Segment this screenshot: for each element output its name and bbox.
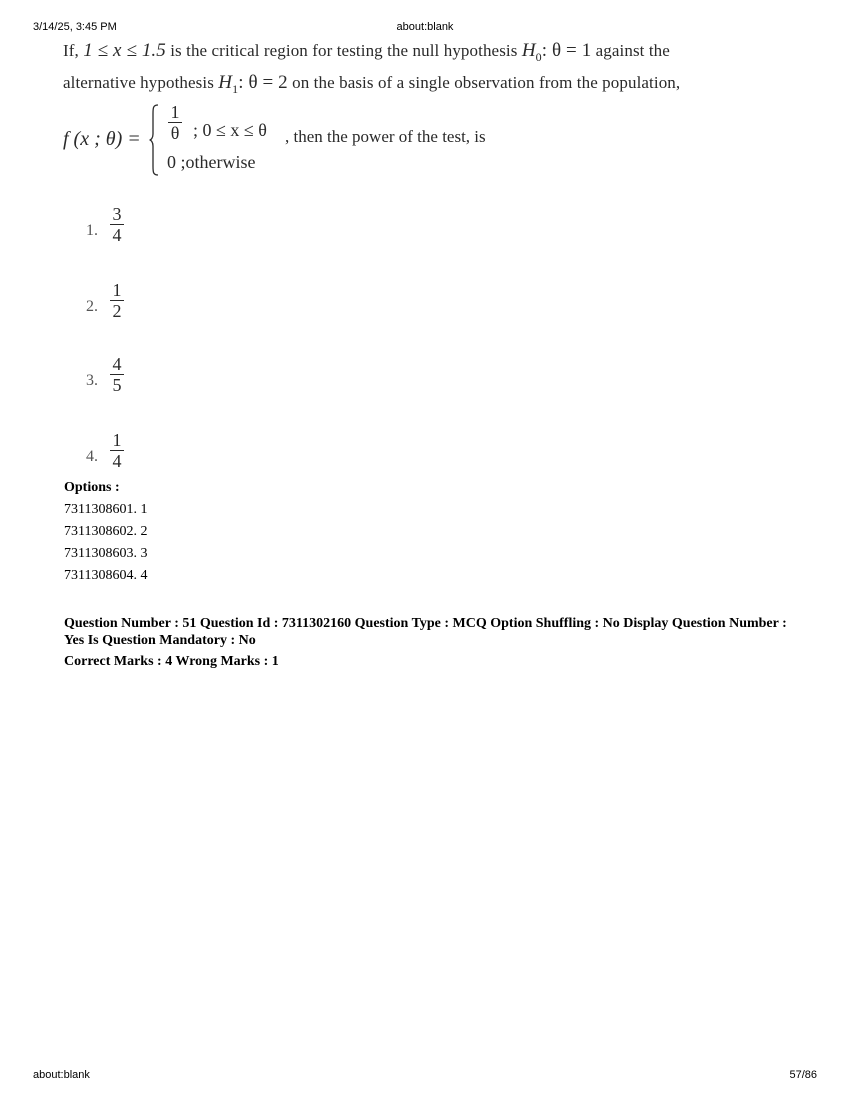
option-number: 3. <box>86 372 98 389</box>
print-footer <box>0 1069 850 1083</box>
option-id-item: 7311308604. 4 <box>64 568 148 583</box>
option-number: 1. <box>86 222 98 239</box>
h0-value: : θ = 1 <box>541 40 592 61</box>
pdf-case-1-fraction <box>167 102 183 143</box>
pdf-frac-numerator: 1 <box>170 102 180 122</box>
option-fraction <box>110 280 124 321</box>
pdf-case-1-condition: ; 0 ≤ x ≤ θ <box>193 120 267 140</box>
footer-url: about:blank <box>33 1069 90 1081</box>
question-meta-line: Question Number : 51 Question Id : 7311302160 Question Type : MCQ Option Shuffling : No Display Question Number : Yes Is Question Mandatory : No <box>64 616 787 648</box>
option-id-item: 7311308601. 1 <box>64 502 148 517</box>
question-text-power: , then the power of the test, is <box>285 127 486 146</box>
option-numerator: 1 <box>112 430 122 450</box>
pdf-case-2: 0 ;otherwise <box>167 152 256 172</box>
option-id-item: 7311308603. 3 <box>64 546 148 561</box>
option-numerator: 1 <box>112 280 122 300</box>
critical-region: 1 ≤ x ≤ 1.5 <box>83 40 166 61</box>
question-text-population: on the basis of a single observation from the population, <box>292 73 681 92</box>
option-number: 4. <box>86 448 98 465</box>
left-brace-icon <box>149 104 159 176</box>
option-fraction <box>110 430 124 471</box>
option-denominator: 4 <box>112 225 122 245</box>
option-number: 2. <box>86 298 98 315</box>
option-id-item: 7311308602. 2 <box>64 524 148 539</box>
option-denominator: 2 <box>112 301 122 321</box>
pdf-frac-denominator: θ <box>170 123 180 143</box>
option-fraction <box>110 354 124 395</box>
question-line-1 <box>63 40 670 65</box>
h1-letter: H <box>218 72 233 93</box>
options-title: Options : <box>64 480 120 495</box>
option-fraction <box>110 204 124 245</box>
options-list <box>64 477 147 587</box>
null-hypothesis <box>521 40 592 64</box>
h0-subscript: 0 <box>535 50 542 64</box>
question-line-2 <box>63 72 680 97</box>
question-image <box>60 36 780 476</box>
page-number: 57/86 <box>789 1069 817 1081</box>
option-denominator: 4 <box>112 451 122 471</box>
option-numerator: 3 <box>112 204 122 224</box>
question-metadata <box>64 615 794 670</box>
print-header <box>0 21 850 35</box>
h0-letter: H <box>521 40 536 61</box>
h1-value: : θ = 2 <box>238 72 288 93</box>
print-url: about:blank <box>396 21 454 33</box>
marks-line: Correct Marks : 4 Wrong Marks : 1 <box>64 654 279 669</box>
question-text-mid: is the critical region for testing the null hypothesis <box>170 41 518 60</box>
question-text-end: against the <box>595 41 670 60</box>
pdf-definition <box>63 102 563 182</box>
h1-subscript: 1 <box>232 82 239 96</box>
option-denominator: 5 <box>112 375 122 395</box>
question-text-alt: alternative hypothesis <box>63 73 214 92</box>
question-prefix: If, <box>63 41 79 60</box>
print-datetime: 3/14/25, 3:45 PM <box>33 21 117 33</box>
pdf-lhs: f (x ; θ) = <box>63 128 141 150</box>
option-numerator: 4 <box>112 354 122 374</box>
alternative-hypothesis <box>218 72 288 96</box>
